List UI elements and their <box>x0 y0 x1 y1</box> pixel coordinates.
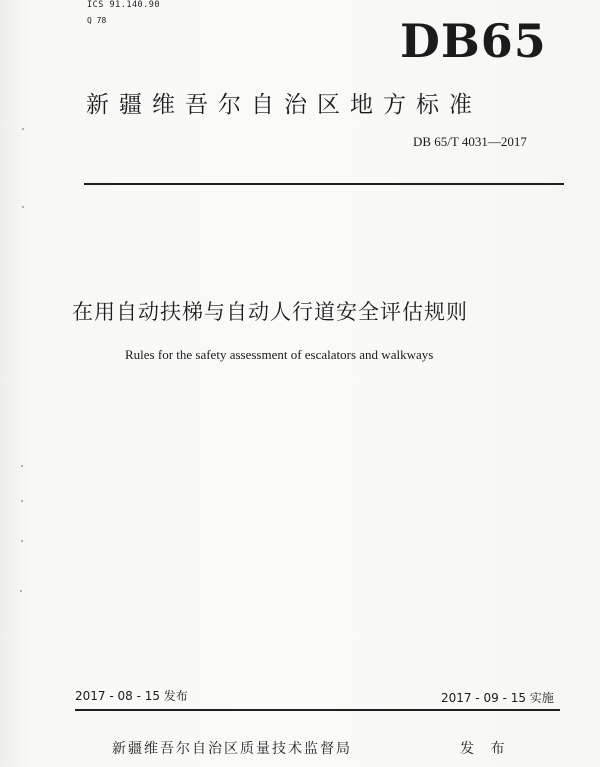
scan-speck <box>21 500 23 502</box>
scan-speck <box>20 590 22 592</box>
standard-type-title: 新疆维吾尔自治区地方标准 <box>86 92 482 118</box>
document-title-chinese: 在用自动扶梯与自动人行道安全评估规则 <box>72 300 468 324</box>
header-divider <box>84 183 564 185</box>
issue-date: 2017 - 08 - 15 发布 <box>75 689 188 703</box>
scan-speck <box>22 128 24 130</box>
implementation-date: 2017 - 09 - 15 实施 <box>441 691 554 705</box>
document-title-english: Rules for the safety assessment of escalators and walkways <box>125 347 434 362</box>
ics-code: ICS 91.140.90 <box>87 0 161 10</box>
scan-speck <box>21 540 23 542</box>
publisher-name: 新疆维吾尔自治区质量技术监督局 <box>112 741 352 757</box>
scan-speck <box>22 206 24 208</box>
ccs-code: Q 78 <box>87 16 107 25</box>
standard-number: DB 65/T 4031—2017 <box>413 134 527 149</box>
db-mark: DB65 <box>400 14 547 68</box>
scan-speck <box>21 465 23 467</box>
publish-label: 发 布 <box>460 741 511 757</box>
footer-divider <box>75 709 560 711</box>
